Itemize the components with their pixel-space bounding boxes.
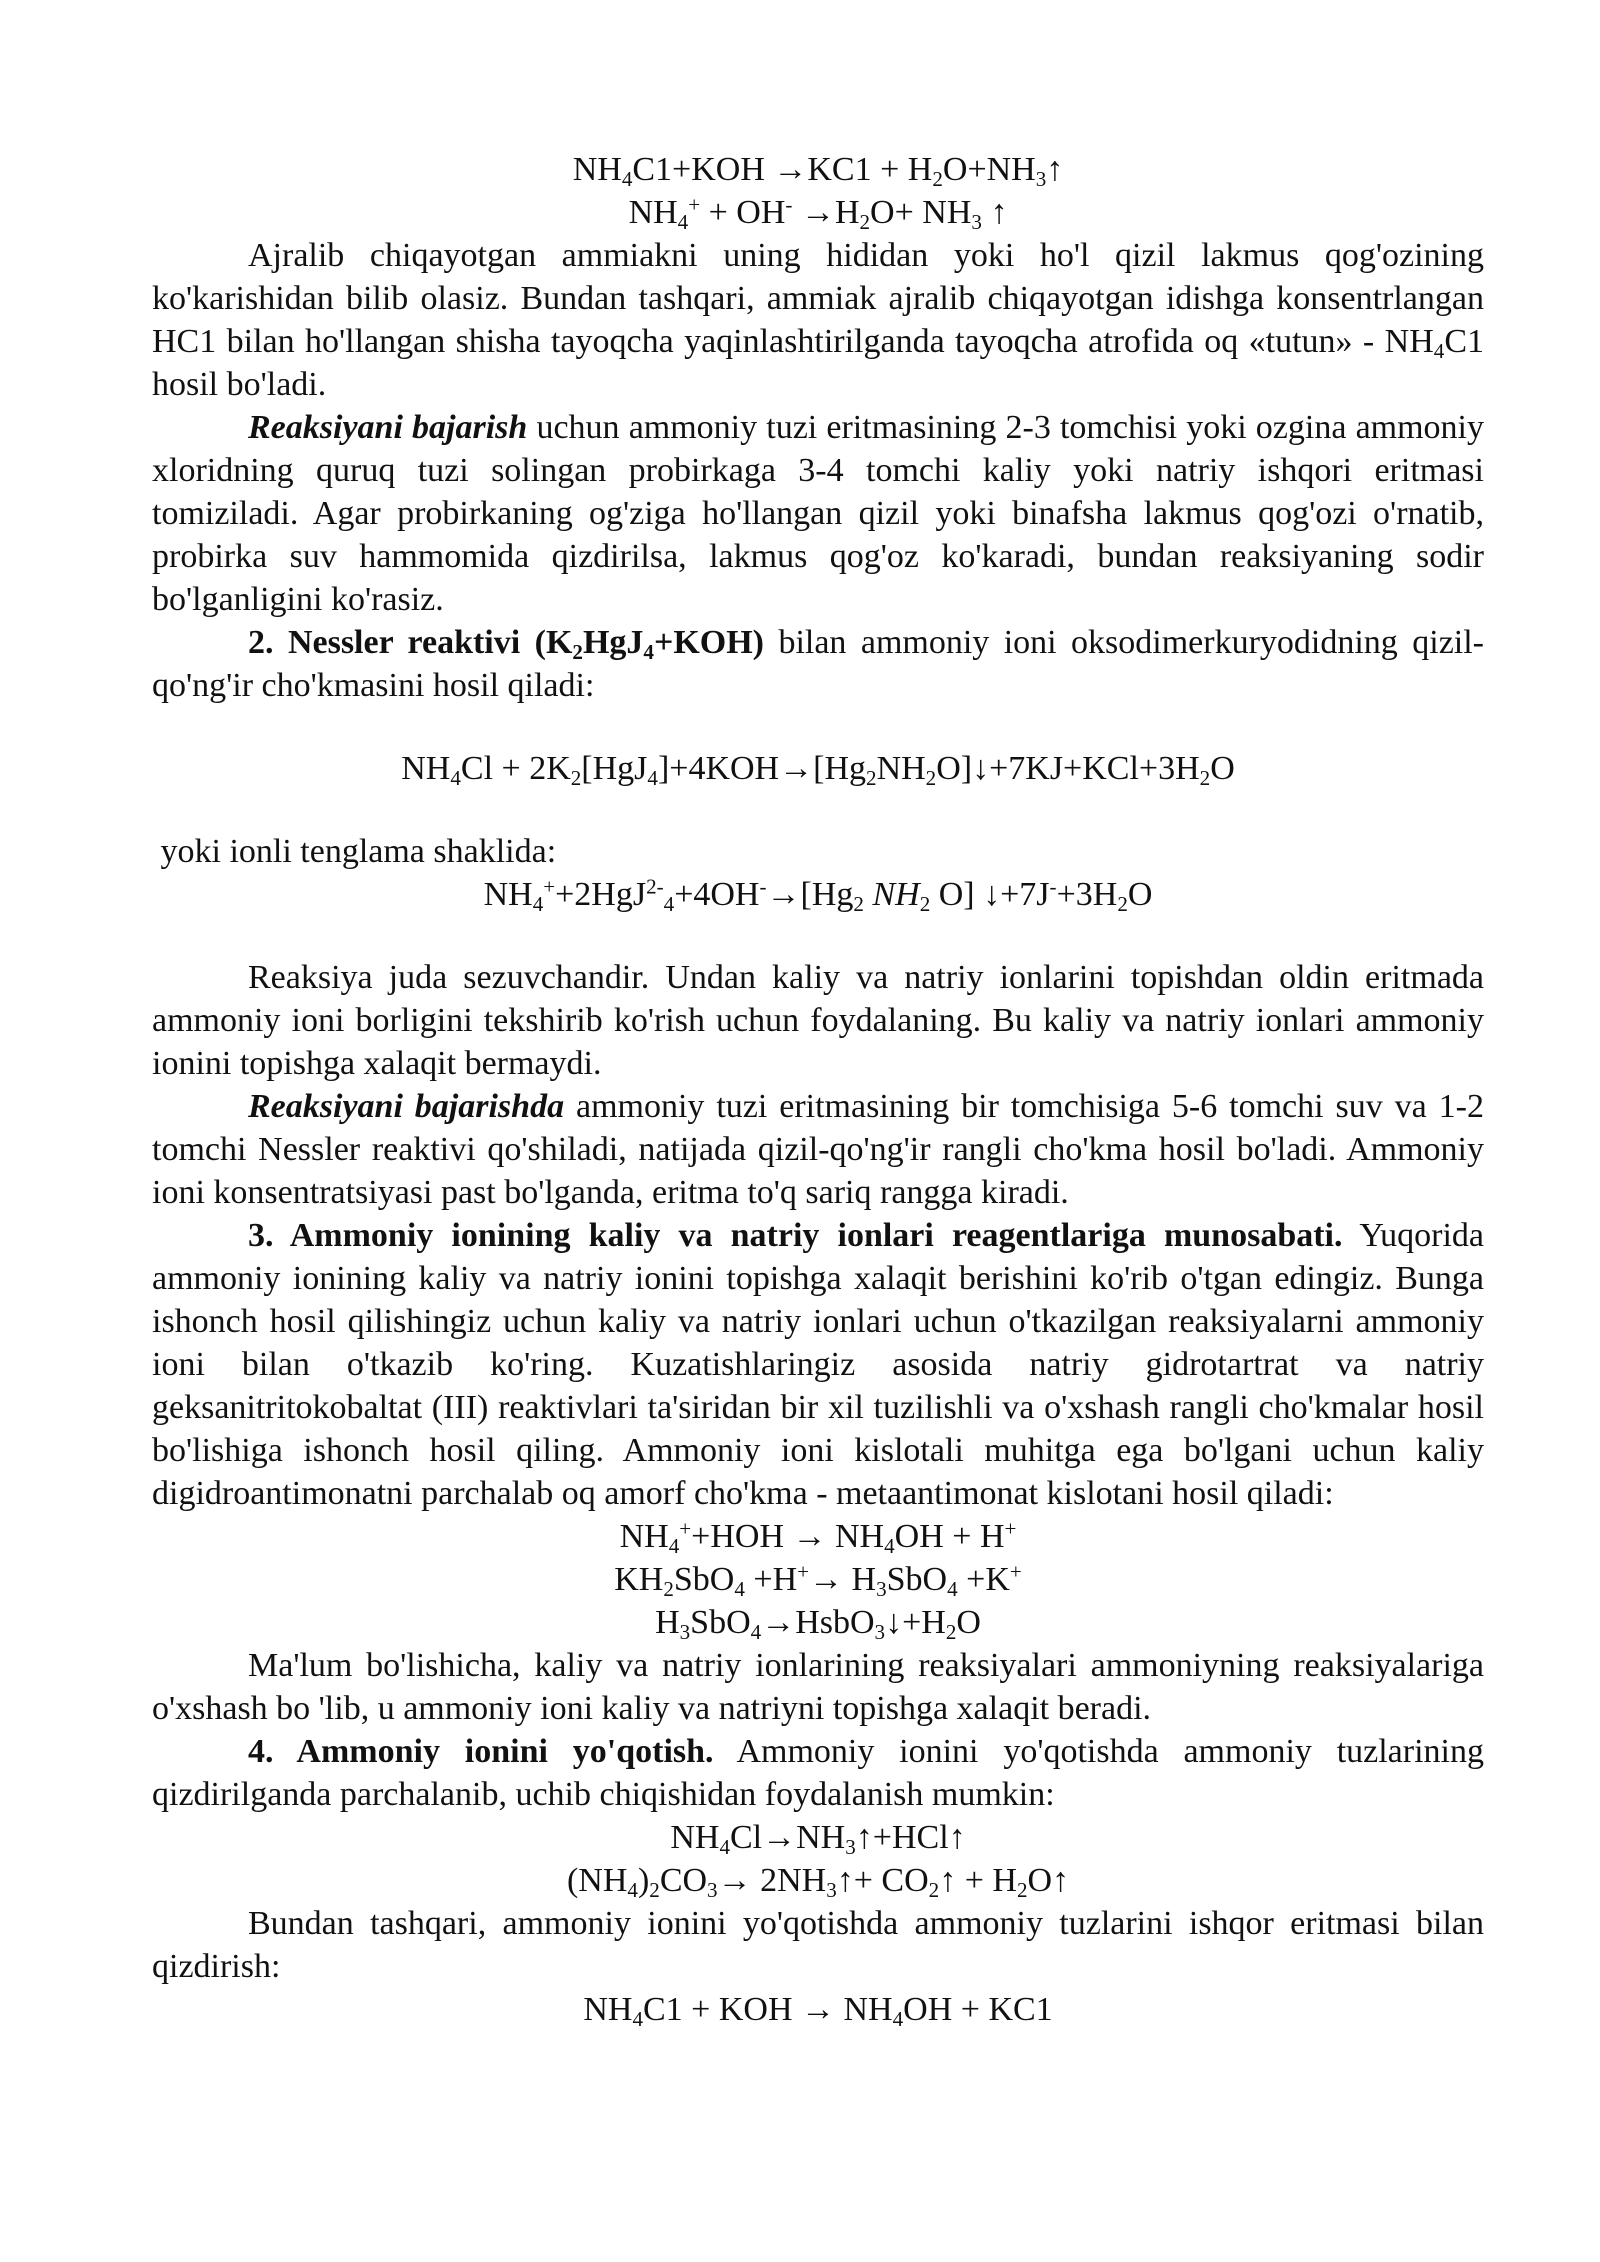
equation-9: $(NH_4)_2CO_3\to$ $2NH_3↑+$ $CO_2↑$ + $H_2O↑$ <box>566 1862 1070 1902</box>
lead-reaksiyani-bajarishda: Reaksiyani bajarishda <box>248 1088 565 1125</box>
paragraph-conclusion: Ma'lum bo'lishicha, kaliy va natriy ionlarining reaksiyalari ammoniyning reaksiyalariga o'xshash bo 'lib, u ammoniy ioni kaliy va natriyni topishga xalaqit beradi. <box>152 1647 1484 1727</box>
paragraph-ionic-form: yoki ionli tenglama shaklida: <box>152 833 557 870</box>
equation-8: $NH_4Cl\to NH_3↑+HCl↑$ <box>670 1819 966 1859</box>
paragraph-removal: 4. Ammoniy ionini yo'qotish. Ammoniy ionini yo'qotishda ammoniy tuzlarining qizdirilganda parchalanib, uchib chiqishidan foydalanish mumkin: <box>152 1733 1484 1813</box>
equation-3: $NH_4Cl$ + $2K_2[HgJ_4]+4KOH\to[Hg_2NH_2O]↓+7KJ+KCl+3H_2O$ <box>401 750 1235 790</box>
document-page <box>152 148 1484 2031</box>
paragraph-reaction-procedure: Reaksiyani bajarish uchun ammoniy tuzi eritmasining 2-3 tomchisi yoki ozgina ammoniy xloridning quruq tuzi solingan probirkaga 3-4 tomchi kaliy yoki natriy ishqori eritmasi tomiziladi. Agar probirkaning og'ziga ho'llangan qizil yoki binafsha lakmus qog'ozi o'rnatib, probirka suv hammomida qizdirilsa, lakmus qog'oz ko'karadi, bundan reaksiyaning sodir bo'lganligini ko'rasiz. <box>152 409 1484 618</box>
equation-5: $NH_4^++HOH \to NH_4OH + H^+$ <box>619 1516 1017 1558</box>
paragraph-reagent-relation: 3. Ammoniy ionining kaliy va natriy ionlari reagentlariga munosabati. Yuqorida ammoniy ionining kaliy va natriy ionini topishga xalaqit berishini ko'rib o'tgan edingiz. Bunga ishonch hosil qilishingiz uchun kaliy va natriy ionlari uchun o'tkazilgan reaksiyalarni ammoniy ioni bilan o'tkazib ko'ring. Kuzatishlaringiz asosida natriy gidrotartrat va natriy geksanitritokobaltat (III) reaktivlari ta'siridan bir xil tuzilishli va o'xshash rangli cho'kmalar hosil bo'lishiga ishonch hosil qiling. Ammoniy ioni kislotali muhitga ega bo'lgani uchun kaliy digidroantimonatni parchalab oq amorf cho'kma - metaantimonat kislotani hosil qiladi: <box>152 1217 1484 1512</box>
equation-6: $KH_2SbO_4 +H^+\to H_3SbO_4 +K^+$ <box>614 1559 1022 1601</box>
paragraph-ammonia-detection: Ajralib chiqayotgan ammiakni uning hididan yoki ho'l qizil lakmus qog'ozining ko'karishidan bilib olasiz. Bundan tashqari, ammiak ajralib chiqayotgan idishga konsentrlangan HC1 bilan ho'llangan shisha tayoqcha yaqinlashtirilganda tayoqcha atrofida oq «tutun» - $NH_4C1$ hosil bo'ladi. <box>152 237 1484 403</box>
equation-7: $H_3SbO_4\to HsbO_3↓+H_2O$ <box>655 1604 981 1644</box>
heading-nessler: 2. Nessler reaktivi $(K_2HgJ_4+KOH)$ <box>248 624 764 664</box>
lead-reaksiyani-bajarish: Reaksiyani bajarish <box>248 409 528 446</box>
paragraph-alkali-heating: Bundan tashqari, ammoniy ionini yo'qotishda ammoniy tuzlarini ishqor eritmasi bilan qizdirish: <box>152 1905 1484 1985</box>
equation-10: $NH_4C1$ + KOH → $NH_4OH + KC1$ <box>583 1991 1053 2031</box>
heading-section-4: 4. Ammoniy ionini yo'qotish. <box>248 1733 714 1770</box>
equation-4: $NH_4^++2HgJ^{2-}_4+4OH^-\to[Hg_2$ $NH_2$ O] $↓+7J^-+3H_2O$ <box>483 874 1153 916</box>
heading-section-3: 3. Ammoniy ionining kaliy va natriy ionlari reagentlariga munosabati. <box>248 1217 1343 1254</box>
equation-2: $NH_4^+ + OH^- \to H_2O+ NH_3$ ↑ <box>628 192 1008 234</box>
paragraph-nessler-reagent: 2. Nessler reaktivi $(K_2HgJ_4+KOH)$ bilan ammoniy ioni oksodimerkuryodidning qizil-qo'ng'ir cho'kmasini hosil qiladi: <box>152 624 1484 704</box>
paragraph-sensitivity: Reaksiya juda sezuvchandir. Undan kaliy va natriy ionlarini topishdan oldin eritmada ammoniy ioni borligini tekshirib ko'rish uchun foydalaning. Bu kaliy va natriy ionlari ammoniy ionini topishga xalaqit bermaydi. <box>152 959 1484 1082</box>
paragraph-nessler-procedure: Reaksiyani bajarishda ammoniy tuzi eritmasining bir tomchisiga 5-6 tomchi suv va 1-2 tomchi Nessler reaktivi qo'shiladi, natijada qizil-qo'ng'ir rangli cho'kma hosil bo'ladi. Ammoniy ioni konsentratsiyasi past bo'lganda, eritma to'q sariq rangga kiradi. <box>152 1088 1484 1211</box>
equation-1: $NH_4C1+KOH \to KC1$ + $H_2O+NH_3↑$ <box>572 151 1064 191</box>
